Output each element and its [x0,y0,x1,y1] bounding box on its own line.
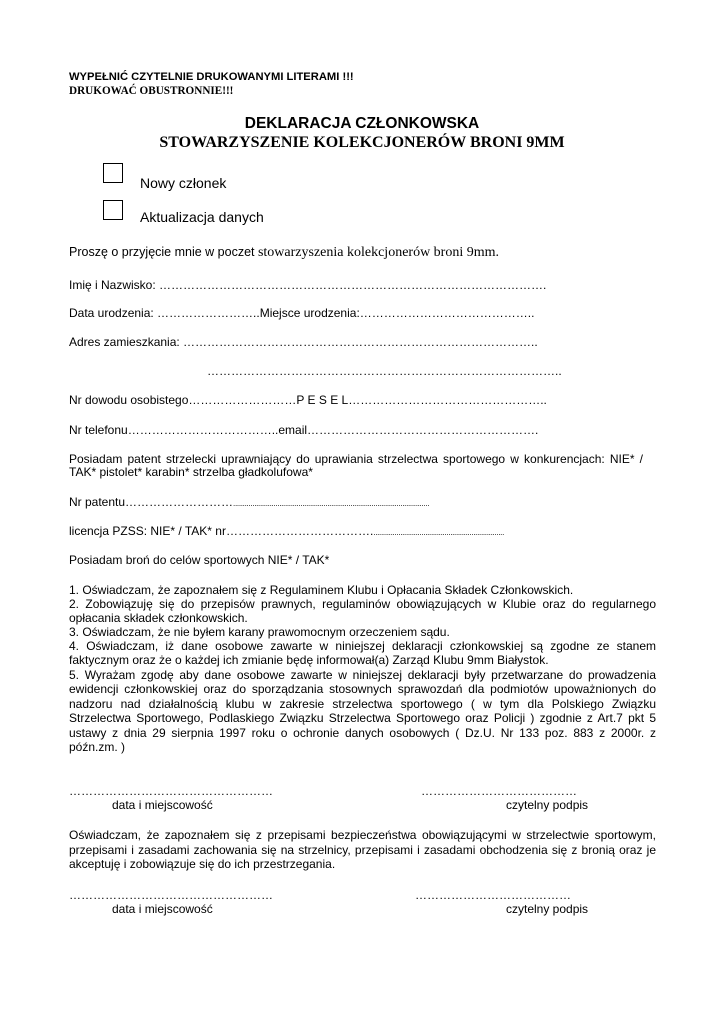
address-field[interactable]: Adres zamieszkania: …………………………………………………………………………….. [69,335,538,349]
instruction-print-legibly: WYPEŁNIĆ CZYTELNIE DRUKOWANYMI LITERAMI !!! [69,71,354,83]
id-pesel-field[interactable]: Nr dowodu osobistego………………………P E S E L………………………………………….. [69,393,547,407]
declaration-3: 3. Oświadczam, że nie byłem karany prawomocnym orzeczeniem sądu. [69,625,450,639]
declaration-4-line2: faktycznym oraz że o każdej ich zmianie będę informował(a) Zarząd Klubu 9mm Białystok. [69,653,549,667]
membership-request [69,245,499,261]
phone-email-field[interactable]: Nr telefonu………………………………..email…………………………………………………. [69,423,539,437]
safety-statement-line2: przepisami i zasadami zachowania się na strzelnicy, przepisami i zasadami obchodzenia się z bronią oraz je [69,843,656,857]
declaration-2-line1: 2. Zobowiązuję się do przepisów prawnych, regulaminów obowiązujących w Klubie oraz do regularnego [69,597,656,611]
license-field[interactable] [69,524,504,538]
patent-statement-line1: Posiadam patent strzelecki uprawniający do uprawiania strzelectwa sportowego w konkurencjach: NIE* / [69,452,643,466]
instruction-print-double-sided: DRUKOWAĆ OBUSTRONNIE!!! [69,85,234,97]
license-dots: .................................................................... [373,528,505,537]
declaration-1: 1. Oświadczam, że zapoznałem się z Regulaminem Klubu i Opłacania Składek Członkowskich. [69,583,574,597]
date-place-line-1[interactable]: …………………………………………… [69,784,273,798]
declaration-5-line5: ustawy z dnia 29 sierpnia 1997 roku o ochronie danych osobowych ( Dz.U. Nr 133 poz. 883 z 2000r. z [69,726,656,740]
patent-number-label: Nr patentu……………………… [69,495,234,509]
patent-statement-line2: TAK* pistolet* karabin* strzelba gładkolufowa* [69,465,313,479]
membership-request-part1: Proszę o przyjęcie mnie w poczet [69,245,258,259]
name-field[interactable]: Imię i Nazwisko: ……………………………………………………………………………………. [69,278,547,292]
declaration-5-line2: ewidencji członkowskiej oraz do sporządzania stosownych sprawozdań dla podmiotów upoważnionych do [69,682,656,696]
signature-line-2[interactable]: ………………………………… [415,888,571,902]
license-label: licencja PZSS: NIE* / TAK* nr………………………………. [69,524,374,538]
membership-request-part2: stowarzyszenia kolekcjonerów broni 9mm. [257,245,500,260]
update-data-checkbox[interactable] [103,200,123,220]
weapon-statement: Posiadam broń do celów sportowych NIE* / TAK* [69,553,330,567]
declaration-5-line4: Strzelectwa Sportowego, Podlaskiego Związku Strzelectwa Sportowego oraz Policji ) zgodnie z Art.7 pkt 5 [69,711,656,725]
new-member-checkbox[interactable] [103,163,123,183]
safety-statement-line1: Oświadczam, że zapoznałem się z przepisami bezpieczeństwa obowiązującymi w strzelectwie sportowym, [69,828,656,842]
declaration-5-line3: nadzoru nad działalnością klubu w zakresie strzelectwa sportowego ( w tym dla Polskiego Związku [69,697,656,711]
declaration-5-line1: 5. Wyrażam zgodę aby dane osobowe zawarte w niniejszej deklaracji były przetwarzane do prowadzenia [69,668,656,682]
page-title: DEKLARACJA CZŁONKOWSKA [244,115,480,132]
birth-date-place-field[interactable]: Data urodzenia: ……………………..Miejsce urodzenia:…………………………………….. [69,306,535,320]
signature-line-1[interactable]: ………………………………… [421,784,577,798]
signature-label-1: czytelny podpis [506,798,589,812]
declaration-4-line1: 4. Oświadczam, iż dane osobowe zawarte w niniejszej deklaracji członkowskiej są zgodne ze stanem [69,639,656,653]
signature-label-2: czytelny podpis [506,902,589,916]
date-place-label-1: data i miejscowość [112,798,213,812]
patent-number-field[interactable] [69,495,429,509]
date-place-label-2: data i miejscowość [112,902,213,916]
new-member-label: Nowy członek [140,175,227,191]
patent-number-dots: ...................................................................................................... [233,499,430,508]
page-subtitle: STOWARZYSZENIE KOLEKCJONERÓW BRONI 9MM [159,134,565,151]
declaration-5-line6: późn.zm. ) [69,740,126,754]
date-place-line-2[interactable]: …………………………………………… [69,888,273,902]
declaration-2-line2: opłacania składek członkowskich. [69,611,248,625]
update-data-label: Aktualizacja danych [140,209,264,225]
safety-statement-line3: akceptuję i zobowiązuje się do ich przestrzegania. [69,857,336,871]
address-continuation-field[interactable]: …………………………………………………………………………….. [207,364,562,378]
